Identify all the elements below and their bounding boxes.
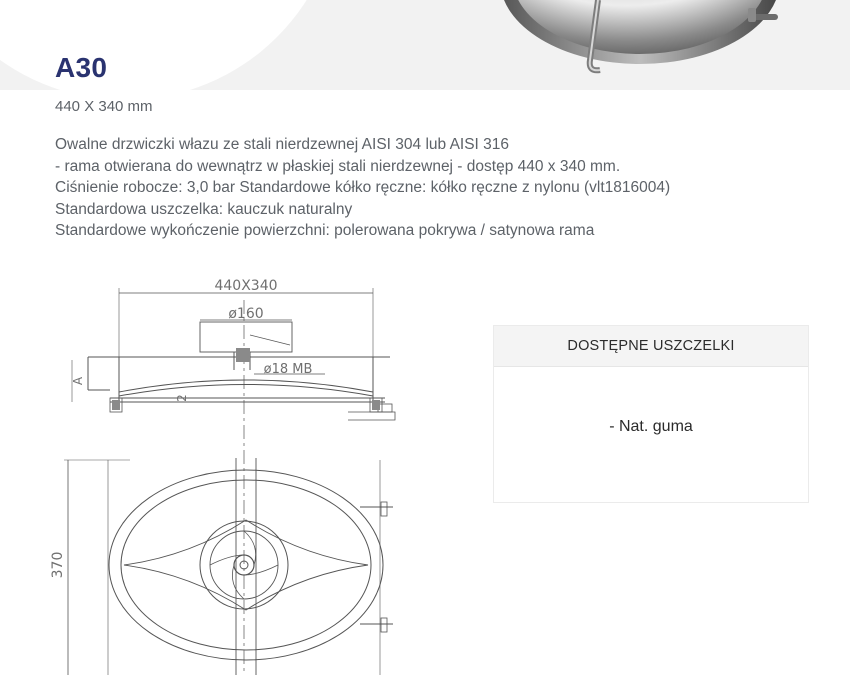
available-gaskets-panel (493, 325, 809, 503)
dim-width-label: 440X340 (214, 278, 278, 294)
dim-bolt-label: ø18 MB (263, 362, 313, 377)
description-line: Standardowa uszczelka: kauczuk naturalny (55, 200, 353, 218)
technical-drawing (40, 262, 420, 675)
product-title: A30 (55, 52, 108, 83)
description-line: - rama otwierana do wewnątrz w płaskiej stali nierdzewnej - dostęp 440 x 340 mm. (55, 157, 621, 175)
dim-2-label: 2 (175, 394, 189, 402)
product-size: 440 X 340 mm (55, 98, 153, 115)
dim-height-label: 370 (50, 551, 66, 579)
gaskets-header: DOSTĘPNE USZCZELKI (494, 326, 808, 367)
dim-a-label: A (71, 376, 85, 386)
description-line: Standardowe wykończenie powierzchni: polerowana pokrywa / satynowa rama (55, 222, 595, 239)
description-line: Owalne drzwiczki włazu ze stali nierdzewnej AISI 304 lub AISI 316 (55, 136, 510, 153)
hero-banner (0, 0, 850, 90)
product-description (55, 134, 815, 242)
dim-wheel-label: ø160 (228, 306, 264, 322)
gasket-item: - Nat. guma (609, 418, 693, 435)
manhole-photo (0, 0, 850, 90)
description-line: Ciśnienie robocze: 3,0 bar Standardowe kółko ręczne: kółko ręczne z nylonu (vlt1816004) (55, 179, 671, 196)
